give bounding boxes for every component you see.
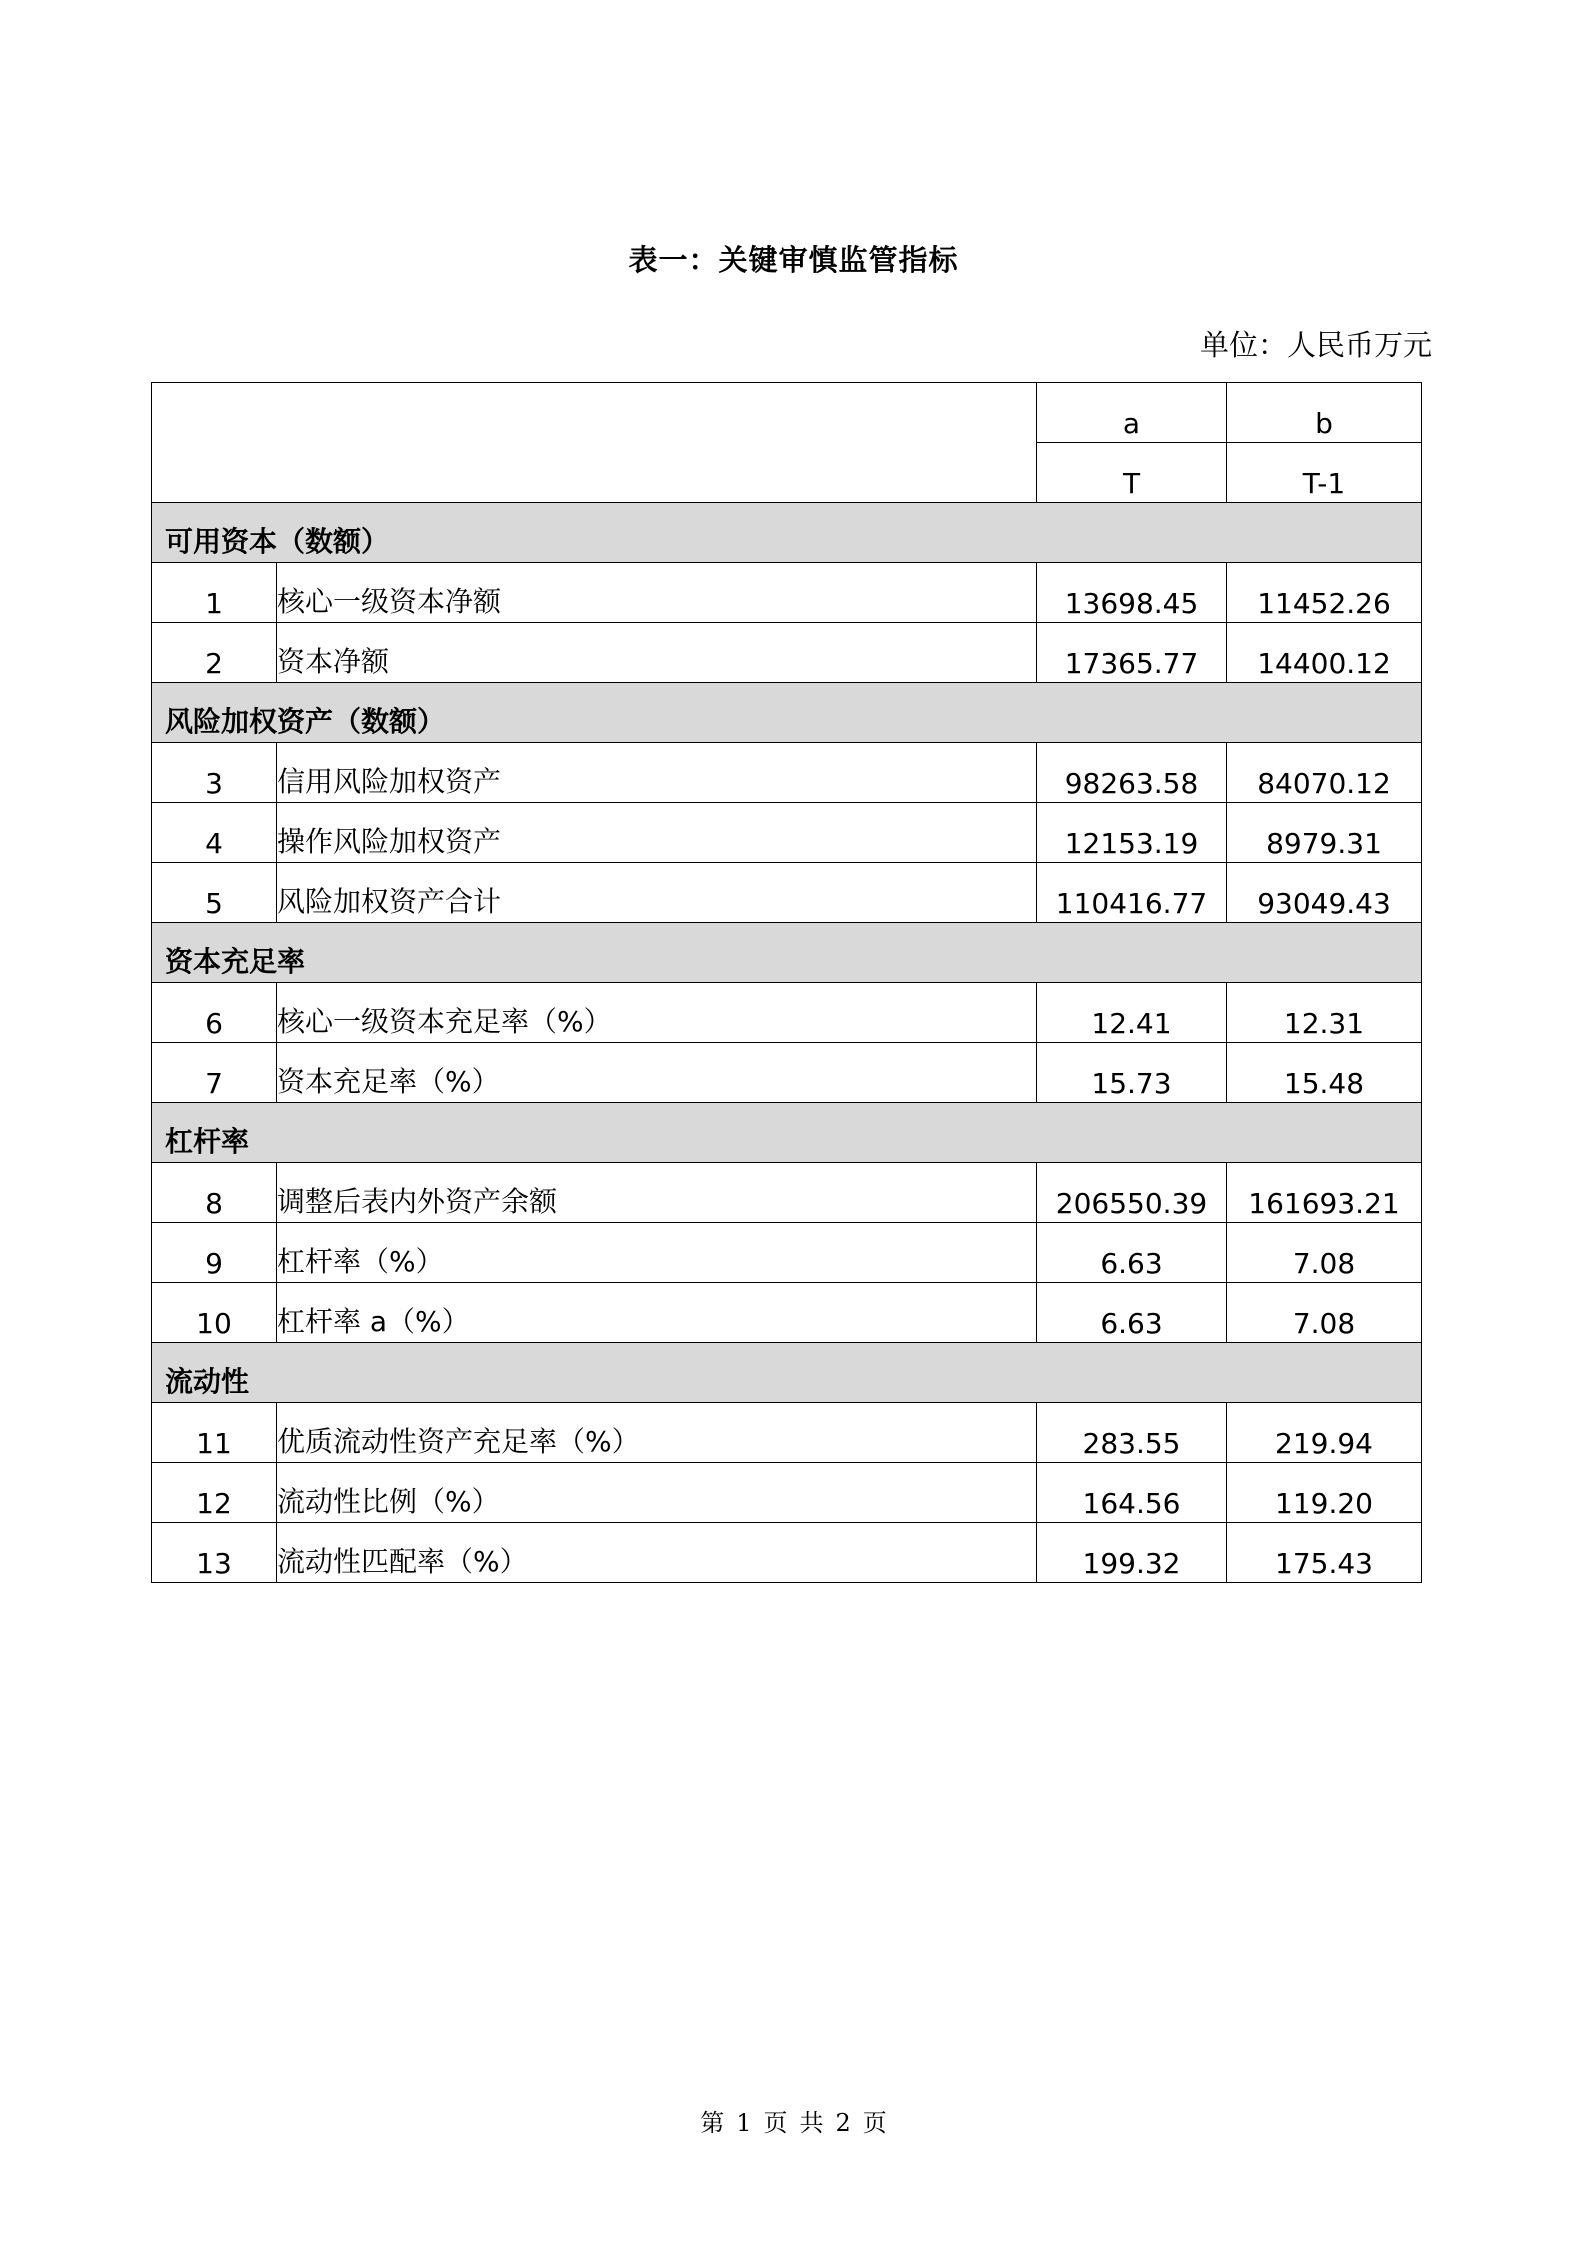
footer-page-current: 1 [736, 2109, 752, 2137]
row-name: 核心一级资本充足率（%） [277, 983, 1037, 1043]
value-a: 15.73 [1037, 1043, 1227, 1103]
footer-page-total: 2 [835, 2109, 851, 2137]
row-number: 11 [152, 1403, 277, 1463]
row-name: 流动性匹配率（%） [277, 1523, 1037, 1583]
row-number: 7 [152, 1043, 277, 1103]
row-number: 9 [152, 1223, 277, 1283]
table-row [152, 1523, 1422, 1583]
table-row [152, 863, 1422, 923]
table-row [152, 1403, 1422, 1463]
value-b: 175.43 [1227, 1523, 1422, 1583]
value-b: 14400.12 [1227, 623, 1422, 683]
value-b: 8979.31 [1227, 803, 1422, 863]
page-footer [0, 2103, 1587, 2138]
row-number: 8 [152, 1163, 277, 1223]
table-row [152, 563, 1422, 623]
footer-word-gong: 共 [799, 2109, 824, 2137]
row-name: 杠杆率 a（%） [277, 1283, 1037, 1343]
section-row [152, 1343, 1422, 1403]
value-a: 17365.77 [1037, 623, 1227, 683]
row-name: 杠杆率（%） [277, 1223, 1037, 1283]
table-title: 表一：关键审慎监管指标 [628, 243, 959, 277]
header-col-b-label: b [1227, 383, 1422, 443]
value-b: 119.20 [1227, 1463, 1422, 1523]
section-title: 杠杆率 [152, 1103, 1422, 1163]
table-row [152, 803, 1422, 863]
table-row [152, 1043, 1422, 1103]
section-title: 风险加权资产（数额） [152, 683, 1422, 743]
row-name: 资本充足率（%） [277, 1043, 1037, 1103]
section-row [152, 503, 1422, 563]
row-name: 操作风险加权资产 [277, 803, 1037, 863]
row-name: 信用风险加权资产 [277, 743, 1037, 803]
section-title: 可用资本（数额） [152, 503, 1422, 563]
value-b: 7.08 [1227, 1283, 1422, 1343]
row-number: 5 [152, 863, 277, 923]
value-b: 219.94 [1227, 1403, 1422, 1463]
value-a: 110416.77 [1037, 863, 1227, 923]
value-a: 283.55 [1037, 1403, 1227, 1463]
value-b: 15.48 [1227, 1043, 1422, 1103]
metrics-table [151, 382, 1422, 1583]
row-name: 资本净额 [277, 623, 1037, 683]
table-row [152, 983, 1422, 1043]
section-row [152, 923, 1422, 983]
value-b: 12.31 [1227, 983, 1422, 1043]
section-title: 流动性 [152, 1343, 1422, 1403]
row-name: 优质流动性资产充足率（%） [277, 1403, 1037, 1463]
value-a: 12153.19 [1037, 803, 1227, 863]
row-number: 12 [152, 1463, 277, 1523]
section-row [152, 1103, 1422, 1163]
header-col-a-period: T [1037, 443, 1227, 503]
row-number: 10 [152, 1283, 277, 1343]
row-number: 4 [152, 803, 277, 863]
table-row [152, 1463, 1422, 1523]
value-b: 7.08 [1227, 1223, 1422, 1283]
value-b: 84070.12 [1227, 743, 1422, 803]
value-a: 164.56 [1037, 1463, 1227, 1523]
table-row [152, 1163, 1422, 1223]
table-row [152, 1283, 1422, 1343]
header-col-a-label: a [1037, 383, 1227, 443]
section-row [152, 683, 1422, 743]
row-number: 6 [152, 983, 277, 1043]
row-name: 调整后表内外资产余额 [277, 1163, 1037, 1223]
value-a: 6.63 [1037, 1223, 1227, 1283]
value-b: 161693.21 [1227, 1163, 1422, 1223]
row-name: 核心一级资本净额 [277, 563, 1037, 623]
header-row-labels [152, 383, 1422, 443]
value-a: 12.41 [1037, 983, 1227, 1043]
value-a: 98263.58 [1037, 743, 1227, 803]
row-number: 2 [152, 623, 277, 683]
value-b: 93049.43 [1227, 863, 1422, 923]
value-a: 206550.39 [1037, 1163, 1227, 1223]
table-row [152, 623, 1422, 683]
unit-label: 单位：人民币万元 [1199, 328, 1432, 362]
row-number: 1 [152, 563, 277, 623]
value-a: 6.63 [1037, 1283, 1227, 1343]
row-name: 风险加权资产合计 [277, 863, 1037, 923]
value-b: 11452.26 [1227, 563, 1422, 623]
footer-word-ye: 页 [763, 2109, 788, 2137]
header-blank-cell [152, 383, 1037, 503]
footer-word-di: 第 [700, 2109, 725, 2137]
table-row [152, 1223, 1422, 1283]
value-a: 199.32 [1037, 1523, 1227, 1583]
section-title: 资本充足率 [152, 923, 1422, 983]
row-name: 流动性比例（%） [277, 1463, 1037, 1523]
row-number: 13 [152, 1523, 277, 1583]
value-a: 13698.45 [1037, 563, 1227, 623]
row-number: 3 [152, 743, 277, 803]
table-row [152, 743, 1422, 803]
footer-word-ye-2: 页 [862, 2109, 887, 2137]
header-col-b-period: T-1 [1227, 443, 1422, 503]
